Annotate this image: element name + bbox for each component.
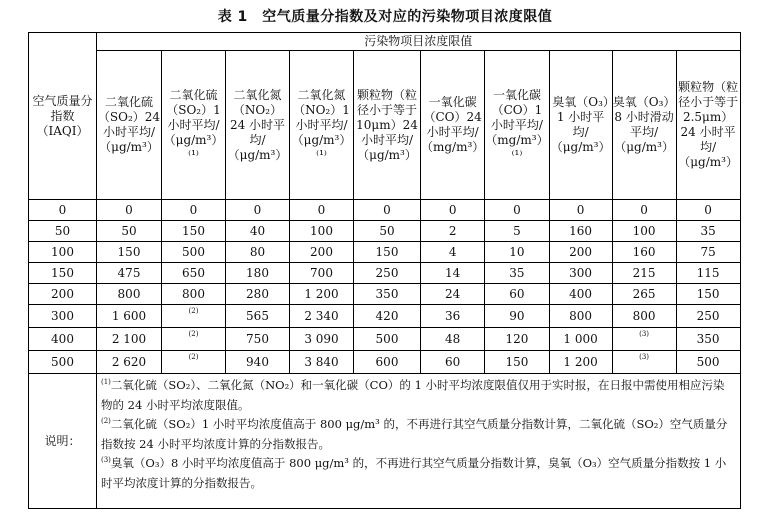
- notes-content: [97, 374, 741, 509]
- iaqi-value-cell: 150: [29, 263, 97, 284]
- iaqi-value-cell: 100: [29, 242, 97, 263]
- limit-value-cell: 800: [612, 305, 676, 328]
- limit-value-cell: 36: [421, 305, 485, 328]
- column-header: 臭氧（O₃）1 小时平均/（μg/m³）: [549, 51, 612, 200]
- limit-value-cell: (2): [162, 305, 226, 328]
- limit-value-cell: 250: [676, 305, 740, 328]
- note-text: 二氧化硫（SO₂）、二氧化氮（NO₂）和一氧化碳（CO）的 1 小时平均浓度限值仅用于实时报，在日报中需使用相应污染物的 24 小时平均浓度限值。: [101, 378, 725, 412]
- limit-value-cell: 0: [354, 200, 421, 221]
- column-header: 二氧化硫（SO₂）1 小时平均/（μg/m³）⁽¹⁾: [162, 51, 226, 200]
- limit-value-cell: 200: [290, 242, 354, 263]
- limit-value-cell: 800: [162, 284, 226, 305]
- limit-value-cell: 2: [421, 221, 485, 242]
- limit-value-cell: 35: [676, 221, 740, 242]
- column-header: 一氧化碳（CO）24 小时平均/（mg/m³）: [421, 51, 485, 200]
- limit-value-cell: 1 200: [549, 351, 612, 374]
- note-marker: (1): [101, 378, 111, 387]
- limit-value-cell: 500: [354, 328, 421, 351]
- column-header: 颗粒物（粒径小于等于 10μm）24 小时平均/（μg/m³）: [354, 51, 421, 200]
- limit-value-cell: 0: [97, 200, 162, 221]
- iaqi-value-cell: 400: [29, 328, 97, 351]
- limit-value-cell: 400: [549, 284, 612, 305]
- limit-value-cell: 600: [354, 351, 421, 374]
- limit-value-cell: 35: [485, 263, 549, 284]
- limit-value-cell: 280: [226, 284, 290, 305]
- limit-value-cell: 0: [676, 200, 740, 221]
- limit-value-cell: 160: [612, 242, 676, 263]
- limit-value-cell: 4: [421, 242, 485, 263]
- limit-value-cell: 500: [676, 351, 740, 374]
- limit-value-cell: 350: [354, 284, 421, 305]
- column-header: 臭氧（O₃）8 小时滑动平均/（μg/m³）: [612, 51, 676, 200]
- note-item: [101, 376, 736, 415]
- limit-value-cell: 150: [676, 284, 740, 305]
- column-header: 二氧化氮（NO₂）24 小时平均/（μg/m³）: [226, 51, 290, 200]
- limit-value-cell: 0: [162, 200, 226, 221]
- table-row: [29, 328, 741, 351]
- limit-value-cell: 160: [549, 221, 612, 242]
- limit-value-cell: 0: [226, 200, 290, 221]
- limit-value-cell: 14: [421, 263, 485, 284]
- limit-value-cell: 265: [612, 284, 676, 305]
- limit-value-cell: 0: [290, 200, 354, 221]
- limit-value-cell: 120: [485, 328, 549, 351]
- limit-value-cell: 150: [485, 351, 549, 374]
- limit-value-cell: 3 090: [290, 328, 354, 351]
- limit-value-cell: 0: [421, 200, 485, 221]
- limit-value-cell: 350: [676, 328, 740, 351]
- limit-value-cell: (3): [612, 328, 676, 351]
- column-header: 一氧化碳（CO）1 小时平均/（mg/m³）⁽¹⁾: [485, 51, 549, 200]
- limit-value-cell: 250: [354, 263, 421, 284]
- limit-value-cell: 75: [676, 242, 740, 263]
- table-row: [29, 284, 741, 305]
- limit-value-cell: 1 000: [549, 328, 612, 351]
- limit-value-cell: 150: [354, 242, 421, 263]
- limit-value-cell: 800: [549, 305, 612, 328]
- iaqi-limits-table: [28, 32, 741, 509]
- limit-value-cell: 150: [97, 242, 162, 263]
- limit-value-cell: 200: [549, 242, 612, 263]
- column-header: 二氧化氮（NO₂）1 小时平均/（μg/m³）⁽¹⁾: [290, 51, 354, 200]
- table-row: [29, 351, 741, 374]
- limit-value-cell: 40: [226, 221, 290, 242]
- limit-value-cell: 940: [226, 351, 290, 374]
- limit-value-cell: 1 600: [97, 305, 162, 328]
- limit-value-cell: 500: [162, 242, 226, 263]
- note-item: [101, 454, 736, 493]
- table-row: [29, 221, 741, 242]
- limit-value-cell: 60: [421, 351, 485, 374]
- limit-value-cell: 48: [421, 328, 485, 351]
- limit-value-cell: (3): [612, 351, 676, 374]
- limit-value-cell: 215: [612, 263, 676, 284]
- limit-value-cell: (2): [162, 351, 226, 374]
- limit-value-cell: 180: [226, 263, 290, 284]
- limit-value-cell: 5: [485, 221, 549, 242]
- note-marker: (3): [101, 456, 111, 465]
- limit-value-cell: 0: [612, 200, 676, 221]
- limit-value-cell: 700: [290, 263, 354, 284]
- iaqi-value-cell: 300: [29, 305, 97, 328]
- table-row: [29, 200, 741, 221]
- limit-value-cell: 3 840: [290, 351, 354, 374]
- limit-value-cell: 750: [226, 328, 290, 351]
- limit-value-cell: 150: [162, 221, 226, 242]
- note-marker: (2): [101, 417, 111, 426]
- limit-value-cell: 80: [226, 242, 290, 263]
- table-row: [29, 242, 741, 263]
- limit-value-cell: (2): [162, 328, 226, 351]
- limit-value-cell: 60: [485, 284, 549, 305]
- limit-value-cell: 0: [485, 200, 549, 221]
- table-title: 表 1 空气质量分指数及对应的污染物项目浓度限值: [217, 9, 553, 25]
- limit-value-cell: 24: [421, 284, 485, 305]
- iaqi-value-cell: 50: [29, 221, 97, 242]
- limit-value-cell: 1 200: [290, 284, 354, 305]
- note-text: 二氧化硫（SO₂）1 小时平均浓度值高于 800 μg/m³ 的，不再进行其空气质量分指数计算，二氧化硫（SO₂）空气质量分指数按 24 小时平均浓度计算的分指数报告。: [101, 417, 728, 451]
- iaqi-value-cell: 200: [29, 284, 97, 305]
- limit-value-cell: 100: [612, 221, 676, 242]
- limit-value-cell: 10: [485, 242, 549, 263]
- limit-value-cell: 50: [97, 221, 162, 242]
- limit-value-cell: 800: [97, 284, 162, 305]
- limit-value-cell: 300: [549, 263, 612, 284]
- limit-value-cell: 50: [354, 221, 421, 242]
- notes-label: 说明：: [29, 374, 97, 509]
- column-header: 二氧化硫（SO₂）24 小时平均/（μg/m³）: [97, 51, 162, 200]
- limit-value-cell: 115: [676, 263, 740, 284]
- iaqi-value-cell: 500: [29, 351, 97, 374]
- note-text: 臭氧（O₃）8 小时平均浓度值高于 800 μg/m³ 的，不再进行其空气质量分指数计算，臭氧（O₃）空气质量分指数按 1 小时平均浓度计算的分指数报告。: [101, 456, 727, 490]
- note-item: [101, 415, 736, 454]
- limit-value-cell: 2 340: [290, 305, 354, 328]
- table-row: [29, 263, 741, 284]
- limit-value-cell: 420: [354, 305, 421, 328]
- limit-value-cell: 0: [549, 200, 612, 221]
- limit-value-cell: 100: [290, 221, 354, 242]
- limit-value-cell: 650: [162, 263, 226, 284]
- limit-value-cell: 2 100: [97, 328, 162, 351]
- limit-value-cell: 2 620: [97, 351, 162, 374]
- pollutant-group-header: 污染物项目浓度限值: [97, 33, 741, 51]
- iaqi-header: 空气质量分指数（IAQI）: [29, 33, 97, 200]
- iaqi-value-cell: 0: [29, 200, 97, 221]
- limit-value-cell: 90: [485, 305, 549, 328]
- limit-value-cell: 475: [97, 263, 162, 284]
- limit-value-cell: 565: [226, 305, 290, 328]
- column-header: 颗粒物（粒径小于等于 2.5μm）24 小时平均/（μg/m³）: [676, 51, 740, 200]
- table-row: [29, 305, 741, 328]
